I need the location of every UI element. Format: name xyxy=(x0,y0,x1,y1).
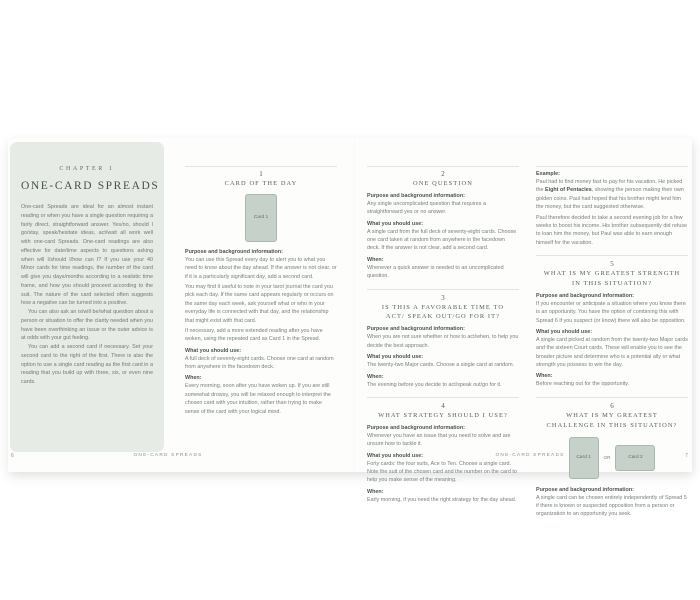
book-spread xyxy=(8,138,692,518)
running-title-left: ONE-CARD SPREADS xyxy=(133,453,203,458)
section-title: IS THIS A FAVORABLE TIME TO ACT/ SPEAK OUT/GO FOR IT? xyxy=(381,303,505,321)
when-text: Early morning, if you need the right strategy for the day ahead. xyxy=(367,496,517,503)
what-label: What you should use: xyxy=(185,347,242,354)
purpose-label: Purpose and background information: xyxy=(185,248,283,255)
or-label: OR xyxy=(603,455,611,461)
purpose-text: You may find it useful to note in your tarot journal the card you pick each day. If the same card appears regularly or occurs on the same day each week, ask yourself what or who in your everyday life is connected with that day, and the relationship that might exist with that card. xyxy=(185,284,334,324)
chapter-intro-text xyxy=(21,203,153,387)
what-label: What you should use: xyxy=(367,220,424,227)
what-label: What you should use: xyxy=(367,354,424,361)
example-text xyxy=(536,178,688,212)
when-text: Whenever a quick answer is needed to an uncomplicated question. xyxy=(367,264,504,280)
what-text: A single card picked at random from the twenty-two Major cards and the sixteen Court cards. These will enable you to see the broader picture and determine who is a potential ally or what strength you possess to win the day. xyxy=(536,336,688,369)
page-spine-divider xyxy=(354,138,355,472)
purpose-text: A single card can be chosen entirely independently of Spread 5 if there is known or suspected opposition from a person or organization to an opportunity you seek. xyxy=(536,494,687,518)
example-text-part: , showing the person making their own golden coins. Paul had hoped that his brother might lend him the money, but the card suggested otherwise. xyxy=(536,187,684,211)
section-title: WHAT IS MY GREATEST STRENGTH IN THIS SITUATION? xyxy=(543,270,681,287)
card-label: Card 1 xyxy=(576,455,591,461)
column-example-spreads-5-6 xyxy=(536,166,688,521)
section-number: 4 xyxy=(441,401,445,410)
what-text: A full deck of seventy-eight cards. Choose one card at random from anywhere in the facedown deck. xyxy=(185,355,334,371)
page-number-left: 6 xyxy=(11,453,14,459)
chapter-title: ONE-CARD SPREADS xyxy=(21,180,160,192)
when-label: When: xyxy=(367,488,384,495)
divider xyxy=(536,397,688,398)
section-title: WHAT IS MY GREATEST CHALLENGE IN THIS SITUATION? xyxy=(546,411,678,429)
purpose-text: If you encounter or anticipate a situation where you know there is an opportunity. You have the option of combining this with Spread 6 if you suspect (or know) there will also be opposition. xyxy=(536,300,686,324)
when-label: When: xyxy=(536,373,553,380)
what-text: The twenty-two Major cards. Choose a single card at random. xyxy=(367,362,515,369)
purpose-text: When you are not sure whether or how to act/when, to help you decide the best approach. xyxy=(367,334,519,349)
divider xyxy=(367,289,519,290)
divider xyxy=(536,166,688,167)
tarot-card-diagram xyxy=(245,194,277,242)
chapter-label: CHAPTER 1 xyxy=(59,166,115,172)
column-card-of-the-day xyxy=(185,166,337,418)
section-number: 6 xyxy=(610,401,614,410)
when-label: When: xyxy=(185,375,202,382)
when-label: When: xyxy=(367,256,384,263)
card-label: Card 2 xyxy=(628,455,643,461)
when-label: When: xyxy=(367,373,384,380)
divider xyxy=(536,255,688,256)
intro-paragraph: One-card Spreads are ideal for an almost instant reading or when you have a single question requiring a fairly direct, straightforward answer. Yes/no, should I go/stay, speak/hesitate ideas, act/wait all work well with one-card Spreads. One-card readings are also effective for date/time aspects to questions asking when will I/should I/how can I? If you use your 40 Minor cards for time readings, the number of the card will give you days/months according to a realistic time frame, and how you should proceed according to the suit. The nature of the card selected often suggests how a negative can be turned into a positive. xyxy=(21,204,153,307)
divider xyxy=(367,166,519,167)
when-text: Every morning, soon after you have woken up. If you are still somewhat drowsy, you will be relaxed enough to interpret the chosen card with your intuition, rather than trying to make sense of the card with your logical mind. xyxy=(185,383,331,415)
section-title: CARD OF THE DAY xyxy=(224,180,298,187)
running-title-right: ONE-CARD SPREADS xyxy=(495,453,565,458)
purpose-label: Purpose and background information: xyxy=(367,326,465,333)
divider xyxy=(185,166,337,167)
when-text: Before reaching out for the opportunity. xyxy=(536,381,630,388)
section-number: 1 xyxy=(259,170,263,178)
what-label: What you should use: xyxy=(536,328,593,335)
purpose-text: Any single uncomplicated question that requires a straightforward yes or no answer. xyxy=(367,200,486,216)
example-text-part: Paul had to find money fast to pay for his vacation. He picked the xyxy=(536,179,683,194)
example-text: Paul therefore decided to take a second evening job for a few weeks to boost his income. His brother subsequently did refuse to loan him the money, but Paul was able to earn enough himself for the vacation. xyxy=(536,214,688,246)
what-text: Forty cards: the four suits, Ace to Ten. Choose a single card. Note the suit of the chosen card and the number on the card to help you make sense of the meaning. xyxy=(367,460,517,484)
when-text: The evening before you decide to act/speak out/go for it. xyxy=(367,381,502,388)
section-number: 3 xyxy=(441,293,445,302)
purpose-label: Purpose and background information: xyxy=(367,192,465,199)
what-label: What you should use: xyxy=(367,452,424,459)
purpose-text: Whenever you have an issue that you need to solve and are unsure how to tackle it. xyxy=(367,432,511,448)
what-text: A single card from the full deck of seventy-eight cards. Choose one card taken at random from anywhere in the facedown deck. If the answer is not clear, add a second card. xyxy=(367,228,517,252)
section-number: 2 xyxy=(441,170,445,178)
page-number-right: 7 xyxy=(685,453,688,459)
section-number: 5 xyxy=(610,260,614,268)
intro-paragraph: You can also ask an is/will be/what question about a person or situation to offer the clarity needed when you have been overthinking an issue or the outer advice is at odds with your gut feeling. xyxy=(21,309,153,342)
purpose-text: You can use this Spread every day to alert you to what you need to know about the day ahead. If the answer is not clear, or if it is a particularly significant day, add a second card. xyxy=(185,256,337,280)
intro-paragraph: You can add a second card if necessary. Set your second card to the right of the first. There is also the option to use a single card reading as the first card in a reading that you build up with three, six, or even nine cards. xyxy=(21,344,153,385)
purpose-text: If necessary, add a more extended reading after you have woken, using the repeated card as Card 1 in the Spread. xyxy=(185,327,323,343)
purpose-label: Purpose and background information: xyxy=(536,486,634,493)
purpose-label: Purpose and background information: xyxy=(536,292,634,299)
section-title: ONE QUESTION xyxy=(413,180,473,187)
example-card-name: Eight of Pentacles xyxy=(545,187,592,194)
card-label: Card 1 xyxy=(253,215,269,221)
example-label: Example: xyxy=(536,171,560,177)
divider xyxy=(367,397,519,398)
purpose-label: Purpose and background information: xyxy=(367,424,465,431)
section-title: WHAT STRATEGY SHOULD I USE? xyxy=(378,411,508,419)
chapter-intro-panel xyxy=(10,142,164,452)
